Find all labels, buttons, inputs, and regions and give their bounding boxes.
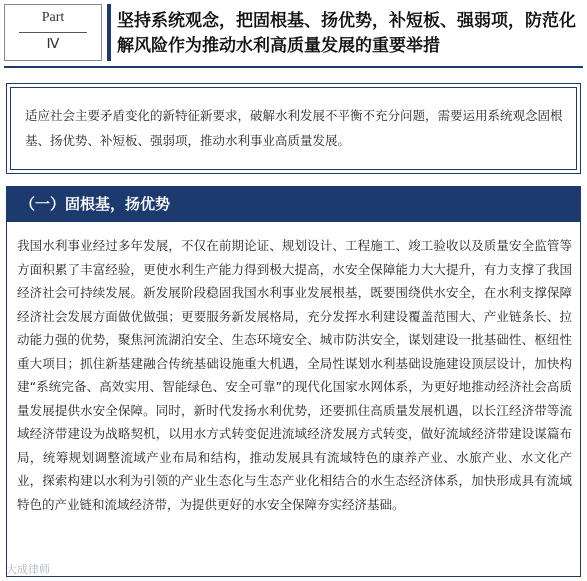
header-divider xyxy=(4,66,583,68)
page-title: 坚持系统观念，把固根基、扬优势，补短板、强弱项，防范化解风险作为推动水利高质量发展的重要举措 xyxy=(117,11,576,56)
section-body-text: 我国水利事业经过多年发展，不仅在前期论证、规划设计、工程施工、竣工验收以及质量安全监管等方面积累了丰富经验，更使水利生产能力得到极大提高，水安全保障能力大大提升，有力支撑了我国经济社会可持续发展。新发展阶段稳固我国水利事业发展根基，既要围绕供水安全，在水利支撑保障经济社会发展方面做优做强；更要服务新发展格局，充分发挥水利建设覆盖范围大、产业链条长、拉动能力强的优势，聚焦河流湖泊安全、生态环境安全、城市防洪安全，谋划建设一批基础性、枢纽性重大项目；抓住新基建融合传统基础设施重大机遇，全局性谋划水利基础设施建设顶层设计，加快构建“系统完备、高效实用、智能绿色、安全可靠”的现代化国家水网体系，为更好地推动经济社会高质量发展提供水安全保障。同时，新时代发扬水利优势，还要抓住高质量发展机遇，以长江经济带等流域经济带建设为战略契机，以用水方式转变促进流域经济发展方式转变，做好流域经济带建设谋篇布局，统筹规划调整流域产业布局和结构，推动发展具有流域特色的康养产业、水旅产业、水文化产业，探索构建以水利为引领的产业生态化与生态产业化相结合的水生态经济体系，加快形成具有流域特色的产业链和流域经济带，为提供更好的水安全保障夯实经济基础。 xyxy=(17,238,572,512)
watermark: 大成律师 xyxy=(6,563,50,576)
part-badge xyxy=(4,4,102,61)
title-accent-bar xyxy=(107,4,111,61)
part-label: Part xyxy=(41,10,65,25)
section-title: （一）固根基，扬优势 xyxy=(20,195,171,213)
part-number: Ⅳ xyxy=(46,37,60,52)
part-divider xyxy=(19,32,87,33)
summary-text: 适应社会主要矛盾变化的新特征新要求，破解水利发展不平衡不充分问题，需要运用系统观念固根基、扬优势、补短板、强弱项，推动水利事业高质量发展。 xyxy=(25,108,563,148)
section-header xyxy=(6,186,581,222)
summary-box xyxy=(6,83,581,174)
section-content-box xyxy=(6,222,581,577)
